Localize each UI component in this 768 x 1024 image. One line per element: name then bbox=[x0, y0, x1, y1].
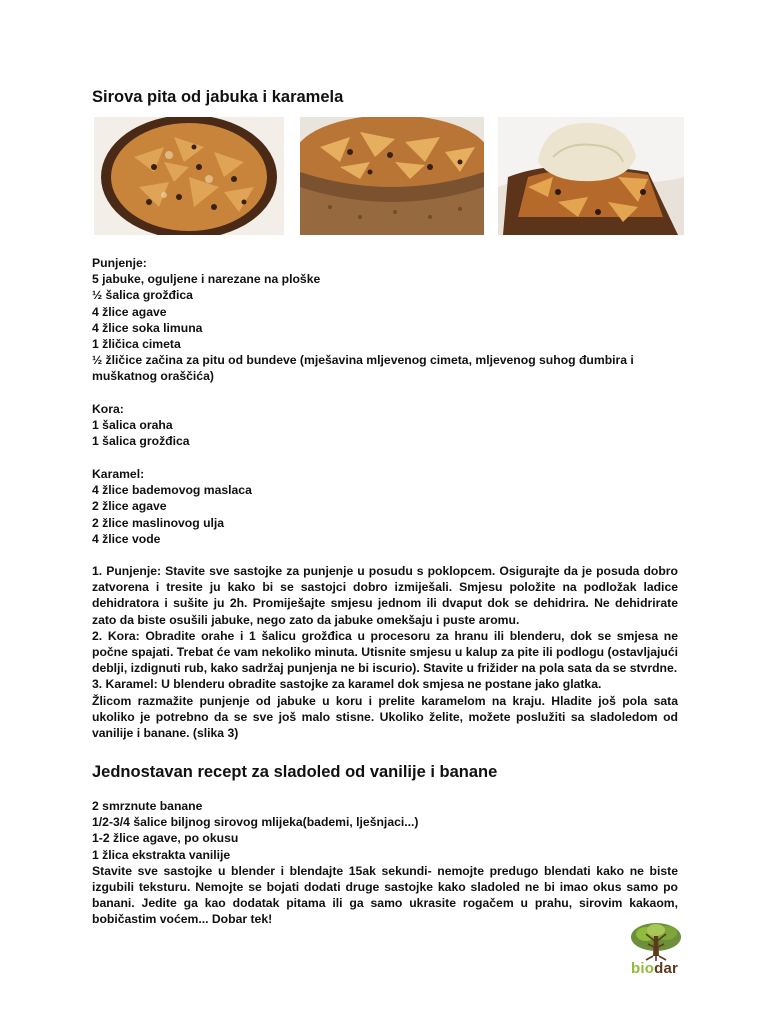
ingredient-item: 1 šalica grožđica bbox=[92, 434, 190, 449]
ingredient-item: 5 jabuke, oguljene i narezane na ploške bbox=[92, 272, 321, 287]
ingredient-item: 1 žličica cimeta bbox=[92, 337, 181, 352]
crust-section bbox=[92, 401, 678, 450]
logo-dar: dar bbox=[654, 960, 679, 977]
ingredient-item: 4 žlice agave bbox=[92, 304, 167, 319]
ingredient-item: 2 žlice agave bbox=[92, 499, 167, 514]
ingredient-item: 4 žlice bademovog maslaca bbox=[92, 483, 252, 498]
pie-photo-side-view bbox=[300, 117, 484, 235]
instructions-section bbox=[92, 563, 678, 741]
ingredient-item: 1-2 žlice agave, po okusu bbox=[92, 831, 239, 846]
ingredient-item: ½ žličice začina za pitu od bundeve (mješavina mljevenog cimeta, mljevenog suhog đumbira i muškatnog oraščića) bbox=[92, 353, 634, 384]
caramel-heading: Karamel: bbox=[92, 467, 145, 481]
step-paragraph: 1. Punjenje: Stavite sve sastojke za punjenje u posudu s poklopcem. Osigurajte da je posuda dobro zatvorena i tresite ju kako bi se sastojci dobro izmiješali. Smjesu položite na podložak ladice dehidratora i sušite ju 2h. Promiješajte smjesu jednom ili dvaput dok se dehidrira. Ne dehidrirate zato da biste osušili jabuke, nego zato da jabuke omekšaju i puste aromu. bbox=[92, 564, 678, 627]
filling-section bbox=[92, 255, 678, 385]
ingredient-item: 1 žlica ekstrakta vanilije bbox=[92, 847, 231, 862]
logo-bio: bio bbox=[631, 960, 655, 977]
step-paragraph: 3. Karamel: U blenderu obradite sastojke za karamel dok smjesa ne postane jako glatka. bbox=[92, 677, 602, 692]
biodar-logo bbox=[631, 960, 678, 977]
pie-slice-with-ice-cream-photo bbox=[498, 117, 684, 235]
step-paragraph: 2. Kora: Obradite orahe i 1 šalicu grožđica u procesoru za hranu ili blenderu, dok se smjesa ne počne spajati. Trebat će vam nekoliko minuta. Utisnite smjesu u kalup za pite ili podlogu (ostavljajući deblji, izdignuti rub, kako sadržaj punjenja ne bi iscurio). Stavite u frižider na pola sata da se stvrdne. bbox=[92, 628, 678, 676]
ingredient-item: 1/2-3/4 šalice biljnog sirovog mlijeka(bademi, lješnjaci...) bbox=[92, 815, 419, 830]
ingredient-item: 4 žlice soka limuna bbox=[92, 320, 203, 335]
filling-heading: Punjenje: bbox=[92, 256, 147, 270]
ingredient-item: 1 šalica oraha bbox=[92, 418, 173, 433]
second-recipe-title: Jednostavan recept za sladoled od vanilije i banane bbox=[92, 763, 498, 781]
caramel-section bbox=[92, 466, 678, 547]
crust-heading: Kora: bbox=[92, 402, 124, 416]
ice-cream-instructions: Stavite sve sastojke u blender i blendajte 15ak sekundi- nemojte predugo blendati kako ne biste izgubili teksturu. Nemojte se bojati dodati druge sastojke kako sladoled ne bi imao okus samo po banani. Jedite ga kao dodatak pitama ili ga samo ukrasite rogačem u prahu, sirovim kakaom, bobičastim voćem... Dobar tek! bbox=[92, 863, 678, 927]
pie-photo-top-view bbox=[94, 117, 284, 235]
photo-strip bbox=[94, 117, 684, 235]
ingredient-item: 2 žlice maslinovog ulja bbox=[92, 515, 225, 530]
recipe-title: Sirova pita od jabuka i karamela bbox=[92, 88, 344, 106]
ingredient-item: 4 žlice vode bbox=[92, 531, 161, 546]
ice-cream-section bbox=[92, 798, 678, 928]
ingredient-item: ½ šalica grožđica bbox=[92, 288, 193, 303]
step-paragraph: Žlicom razmažite punjenje od jabuke u koru i prelite karamelom na kraju. Hladite još pola sata ukoliko je potrebno da se sve još malo stisne. Ukoliko želite, možete poslužiti sa sladoledom od vanilije i banane. (slika 3) bbox=[92, 693, 678, 741]
ingredient-item: 2 smrznute banane bbox=[92, 799, 203, 813]
